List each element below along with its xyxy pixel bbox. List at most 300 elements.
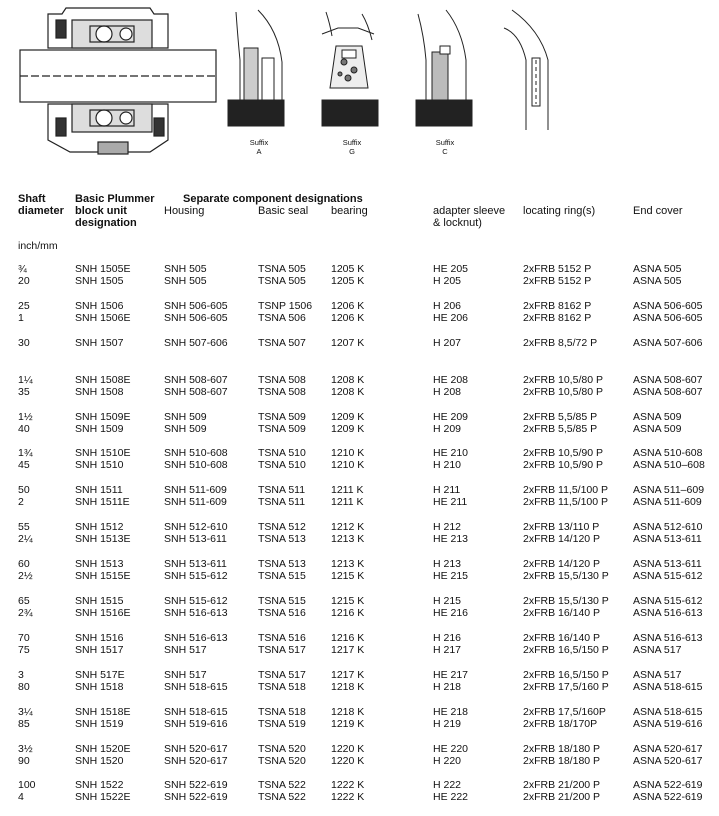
- cell-line: 2xFRB 8,5/72 P: [523, 336, 598, 349]
- cell-ring: [523, 743, 600, 767]
- cell-line: 3½: [18, 742, 33, 755]
- cell-line: H 207: [433, 336, 462, 349]
- cell-line: SNH 517E: [75, 668, 125, 681]
- cell-line: TSNA 513: [258, 533, 306, 546]
- cell-line: 3: [18, 668, 24, 681]
- cell-shaft: [18, 779, 36, 803]
- cell-adapter: [433, 484, 467, 508]
- cell-line: 2xFRB 13/110 P: [523, 521, 600, 534]
- cell-line: H 220: [433, 754, 462, 767]
- cell-unit: [75, 779, 130, 803]
- cell-line: SNH 520-617: [164, 754, 228, 767]
- cell-line: 100: [18, 779, 36, 792]
- cell-line: H 215: [433, 595, 462, 608]
- cell-line: HE 215: [433, 570, 469, 583]
- suffix-letter: G: [349, 147, 355, 156]
- cell-line: 35: [18, 385, 30, 398]
- cell-seal: [258, 706, 306, 730]
- cell-line: H 217: [433, 643, 462, 656]
- cell-line: TSNA 511: [258, 484, 306, 497]
- table-row: [0, 595, 719, 619]
- cell-line: SNH 508-607: [164, 385, 228, 398]
- table-row: [0, 337, 719, 361]
- cell-line: 1213 K: [331, 533, 365, 546]
- cell-seal: [258, 669, 306, 693]
- cell-line: TSNA 517: [258, 643, 306, 656]
- cell-line: 25: [18, 299, 30, 312]
- suffix-label-a: [239, 138, 279, 156]
- cell-line: TSNA 512: [258, 521, 306, 534]
- cell-unit: [75, 411, 130, 435]
- cell-line: SNH 512-610: [164, 521, 228, 534]
- cell-line: SNH 1520: [75, 754, 124, 767]
- cell-line: 50: [18, 484, 30, 497]
- table-row: [0, 484, 719, 508]
- cell-line: ASNA 509: [633, 410, 682, 423]
- header-cover: End cover: [633, 205, 683, 217]
- cell-line: 2xFRB 18/180 P: [523, 742, 601, 755]
- cell-line: ASNA 515-612: [633, 595, 703, 608]
- cell-line: 2xFRB 14/120 P: [523, 558, 601, 571]
- cell-line: HE 210: [433, 447, 469, 460]
- table-row: [0, 558, 719, 582]
- cell-line: 2xFRB 21/200 P: [523, 791, 601, 804]
- cell-seal: [258, 558, 306, 582]
- cell-line: ASNA 522-619: [633, 779, 703, 792]
- cell-line: H 218: [433, 680, 462, 693]
- cell-unit: [75, 447, 130, 471]
- cell-line: SNH 1510E: [75, 447, 131, 460]
- cell-line: TSNA 506: [258, 311, 306, 324]
- designation-table: [0, 263, 719, 816]
- cell-line: SNH 1520E: [75, 742, 131, 755]
- cell-line: 20: [18, 275, 30, 287]
- cell-unit: [75, 595, 130, 619]
- cell-line: 1: [18, 311, 24, 324]
- cell-line: 1216 K: [331, 631, 365, 644]
- cell-line: 1222 K: [331, 791, 365, 804]
- cell-line: ASNA 519-616: [633, 717, 703, 730]
- cell-line: SNH 1505E: [75, 263, 131, 275]
- cell-adapter: [433, 632, 461, 656]
- cell-line: 2xFRB 16,5/150 P: [523, 643, 609, 656]
- cell-line: SNH 1518: [75, 680, 124, 693]
- cell-ring: [523, 374, 603, 398]
- cell-line: TSNA 509: [258, 422, 306, 435]
- cell-line: TSNA 519: [258, 717, 306, 730]
- cell-ring: [523, 263, 591, 287]
- header-shaft: [18, 193, 64, 217]
- cell-line: 1217 K: [331, 643, 365, 656]
- cell-line: SNH 1516: [75, 631, 124, 644]
- cell-line: SNH 1513: [75, 558, 124, 571]
- cell-line: SNH 506-605: [164, 311, 228, 324]
- cell-shaft: [18, 447, 33, 471]
- cell-line: ASNA 508-607: [633, 373, 703, 386]
- table-row: [0, 263, 719, 287]
- cell-line: 1¼: [18, 373, 33, 386]
- cell-line: SNH 1507: [75, 336, 124, 349]
- cell-line: SNH 1519: [75, 717, 124, 730]
- table-row: [0, 411, 719, 435]
- suffix-letter: C: [442, 147, 448, 156]
- table-row: [0, 447, 719, 471]
- cell-unit: [75, 558, 130, 582]
- cell-line: 1209 K: [331, 422, 365, 435]
- cell-line: SNH 505: [164, 275, 207, 287]
- cell-cover: [633, 337, 702, 349]
- cell-line: ASNA 517: [633, 643, 682, 656]
- cell-line: ASNA 510–608: [633, 459, 705, 472]
- suffix-label-g: [332, 138, 372, 156]
- cell-line: TSNA 505: [258, 275, 306, 287]
- units-label: inch/mm: [18, 240, 58, 252]
- cell-line: 1207 K: [331, 336, 365, 349]
- cell-adapter: [433, 521, 468, 545]
- cell-cover: [633, 374, 702, 398]
- header-adapter-line: adapter sleeve: [433, 205, 506, 217]
- cell-line: TSNA 510: [258, 459, 306, 472]
- cell-line: 2xFRB 17,5/160P: [523, 705, 606, 718]
- cell-housing: [164, 484, 227, 508]
- cell-line: SNH 1512: [75, 521, 124, 534]
- header-basic-line: Basic Plummer: [75, 193, 155, 205]
- cell-line: SNH 1510: [75, 459, 124, 472]
- cell-ring: [523, 337, 597, 349]
- cell-unit: [75, 374, 130, 398]
- cell-line: TSNA 513: [258, 558, 306, 571]
- cell-housing: [164, 374, 228, 398]
- cell-seal: [258, 337, 306, 349]
- cell-line: SNH 1518E: [75, 705, 131, 718]
- cell-line: 1218 K: [331, 680, 365, 693]
- cell-line: ASNA 505: [633, 275, 682, 287]
- cell-line: 90: [18, 754, 30, 767]
- cell-line: 1215 K: [331, 595, 365, 608]
- cell-ring: [523, 411, 597, 435]
- cell-adapter: [433, 669, 468, 693]
- cell-line: SNH 1505: [75, 275, 124, 287]
- cell-unit: [75, 484, 130, 508]
- cell-adapter: [433, 337, 461, 349]
- cell-line: TSNA 517: [258, 668, 306, 681]
- cell-line: TSNA 516: [258, 631, 306, 644]
- cell-seal: [258, 595, 306, 619]
- cell-seal: [258, 447, 306, 471]
- table-row: [0, 779, 719, 803]
- cell-ring: [523, 521, 600, 545]
- cell-line: SNH 1508: [75, 385, 124, 398]
- cell-seal: [258, 521, 306, 545]
- cell-line: ASNA 511-609: [633, 496, 702, 509]
- cell-ring: [523, 447, 603, 471]
- header-basic-line: block unit: [75, 205, 127, 217]
- cell-line: ASNA 505: [633, 263, 682, 275]
- cell-line: 2xFRB 5152 P: [523, 275, 592, 287]
- cell-line: ASNA 511–609: [633, 484, 705, 497]
- cell-ring: [523, 669, 609, 693]
- cell-line: HE 209: [433, 410, 469, 423]
- header-basic-line: designation: [75, 217, 137, 229]
- cell-line: 1215 K: [331, 570, 365, 583]
- cell-line: 1218 K: [331, 705, 365, 718]
- cell-line: HE 208: [433, 373, 469, 386]
- cell-line: SNH 510-608: [164, 447, 228, 460]
- cell-line: 1208 K: [331, 385, 365, 398]
- cell-line: SNH 507-606: [164, 336, 228, 349]
- cell-line: H 213: [433, 558, 462, 571]
- cell-adapter: [433, 300, 468, 324]
- cell-housing: [164, 447, 228, 471]
- cell-line: ASNA 517: [633, 668, 682, 681]
- cell-line: 70: [18, 631, 30, 644]
- cell-shaft: [18, 632, 30, 656]
- cell-line: H 212: [433, 521, 462, 534]
- cell-adapter: [433, 558, 468, 582]
- cell-bearing: [331, 337, 364, 349]
- cell-line: 2xFRB 16/140 P: [523, 631, 601, 644]
- cell-seal: [258, 743, 306, 767]
- table-row: [0, 743, 719, 767]
- header-basic: [75, 193, 154, 229]
- cell-cover: [633, 595, 702, 619]
- cell-line: HE 218: [433, 705, 469, 718]
- cell-unit: [75, 521, 130, 545]
- cell-line: ASNA 507-606: [633, 336, 703, 349]
- cell-adapter: [433, 743, 468, 767]
- cell-line: 55: [18, 521, 30, 534]
- header-seal: Basic seal: [258, 205, 309, 217]
- cell-bearing: [331, 263, 364, 287]
- cell-line: ASNA 512-610: [633, 521, 703, 534]
- cell-line: 85: [18, 717, 30, 730]
- cell-line: SNH 519-616: [164, 717, 228, 730]
- cell-housing: [164, 743, 228, 767]
- cell-bearing: [331, 743, 364, 767]
- cell-line: H 211: [433, 484, 461, 497]
- cell-line: 2xFRB 5,5/85 P: [523, 410, 598, 423]
- cell-line: SNH 1516E: [75, 607, 131, 620]
- cell-shaft: [18, 706, 33, 730]
- cell-line: ASNA 520-617: [633, 742, 703, 755]
- cell-line: ASNA 516-613: [633, 607, 703, 620]
- cell-line: 2xFRB 15,5/130 P: [523, 570, 609, 583]
- cell-adapter: [433, 779, 468, 803]
- cell-line: TSNA 522: [258, 779, 306, 792]
- cell-line: 1206 K: [331, 299, 365, 312]
- cell-line: SNH 522-619: [164, 779, 228, 792]
- cell-line: H 210: [433, 459, 462, 472]
- cell-line: 2¼: [18, 533, 33, 546]
- cell-adapter: [433, 263, 468, 287]
- cell-line: SNH 1515: [75, 595, 124, 608]
- cell-line: 80: [18, 680, 30, 693]
- cell-housing: [164, 595, 228, 619]
- cell-cover: [633, 521, 702, 545]
- cell-line: SNH 518-615: [164, 705, 228, 718]
- cell-line: H 216: [433, 631, 462, 644]
- cell-line: TSNA 518: [258, 705, 306, 718]
- table-row: [0, 632, 719, 656]
- header-bearing: bearing: [331, 205, 368, 217]
- cell-housing: [164, 521, 228, 545]
- cell-line: 1222 K: [331, 779, 365, 792]
- cell-line: 4: [18, 791, 24, 804]
- suffix-word: Suffix: [342, 138, 362, 147]
- seal-drawing-g: [322, 12, 378, 126]
- cell-bearing: [331, 300, 364, 324]
- cell-line: 1217 K: [331, 668, 365, 681]
- cell-line: 1¾: [18, 447, 33, 460]
- cell-line: 1211 K: [331, 484, 364, 497]
- cell-unit: [75, 632, 123, 656]
- cell-line: 2xFRB 8162 P: [523, 299, 592, 312]
- header-housing: Housing: [164, 205, 205, 217]
- cell-shaft: [18, 558, 33, 582]
- header-ring: locating ring(s): [523, 205, 596, 217]
- cell-line: 2xFRB 18/180 P: [523, 754, 601, 767]
- cell-line: TSNA 509: [258, 410, 306, 423]
- header-shaft-line: diameter: [18, 205, 64, 217]
- cell-bearing: [331, 411, 364, 435]
- cell-line: 2: [18, 496, 24, 509]
- cell-line: 1210 K: [331, 447, 365, 460]
- cell-bearing: [331, 521, 364, 545]
- cell-line: 1220 K: [331, 754, 365, 767]
- cell-line: SNH 509: [164, 410, 207, 423]
- cell-cover: [633, 706, 702, 730]
- table-row: [0, 521, 719, 545]
- cell-cover: [633, 669, 702, 693]
- cell-line: 2xFRB 16,5/150 P: [523, 668, 609, 681]
- cell-line: SNH 1509E: [75, 410, 131, 423]
- cell-line: SNH 515-612: [164, 570, 228, 583]
- cell-line: 2xFRB 21/200 P: [523, 779, 601, 792]
- cell-line: TSNA 518: [258, 680, 306, 693]
- header-separate: Separate component designations: [183, 193, 363, 205]
- cell-line: SNH 1517: [75, 643, 124, 656]
- seal-drawing-c: [416, 10, 472, 126]
- cell-line: 45: [18, 459, 30, 472]
- cell-line: HE 213: [433, 533, 469, 546]
- cell-line: SNH 1506: [75, 299, 124, 312]
- cell-housing: [164, 779, 228, 803]
- cell-line: H 206: [433, 299, 462, 312]
- cell-line: 2xFRB 14/120 P: [523, 533, 601, 546]
- cell-line: TSNA 505: [258, 263, 306, 275]
- cell-line: 3¼: [18, 705, 33, 718]
- cell-seal: [258, 484, 305, 508]
- cell-line: SNH 505: [164, 263, 207, 275]
- cell-bearing: [331, 669, 364, 693]
- cell-line: ASNA 506-605: [633, 299, 703, 312]
- cell-ring: [523, 632, 609, 656]
- table-row: [0, 300, 719, 324]
- cell-shaft: [18, 263, 30, 287]
- cell-adapter: [433, 706, 468, 730]
- cell-unit: [75, 669, 125, 693]
- cell-unit: [75, 300, 130, 324]
- cell-line: 2xFRB 5,5/85 P: [523, 422, 598, 435]
- cell-line: TSNA 520: [258, 742, 306, 755]
- cell-line: 2xFRB 16/140 P: [523, 607, 601, 620]
- cell-seal: [258, 411, 306, 435]
- cell-line: SNH 1522E: [75, 791, 131, 804]
- cell-line: 1205 K: [331, 263, 365, 275]
- cell-seal: [258, 779, 306, 803]
- cell-housing: [164, 337, 228, 349]
- cell-line: ASNA 518-615: [633, 705, 703, 718]
- suffix-label-c: [425, 138, 465, 156]
- cell-bearing: [331, 706, 364, 730]
- cell-line: 2xFRB 10,5/80 P: [523, 385, 603, 398]
- cell-ring: [523, 484, 608, 508]
- cell-housing: [164, 263, 207, 287]
- cell-shaft: [18, 743, 33, 767]
- cell-line: SNH 516-613: [164, 607, 228, 620]
- cell-line: 1½: [18, 410, 33, 423]
- cell-line: H 222: [433, 779, 462, 792]
- cell-unit: [75, 263, 130, 287]
- cell-line: 2xFRB 11,5/100 P: [523, 496, 609, 509]
- cell-bearing: [331, 374, 364, 398]
- cell-line: SNH 1513E: [75, 533, 131, 546]
- cell-bearing: [331, 595, 364, 619]
- cell-line: H 208: [433, 385, 462, 398]
- cell-line: ASNA 513-611: [633, 558, 702, 571]
- cell-line: 40: [18, 422, 30, 435]
- cell-line: TSNA 511: [258, 496, 306, 509]
- cell-line: SNH 511-609: [164, 484, 227, 497]
- cell-housing: [164, 632, 228, 656]
- cell-line: 2xFRB 10,5/80 P: [523, 373, 603, 386]
- cell-line: SNH 513-611: [164, 533, 227, 546]
- cell-line: TSNA 507: [258, 336, 306, 349]
- cell-line: 75: [18, 643, 30, 656]
- table-row: [0, 669, 719, 693]
- cell-line: ASNA 506-605: [633, 311, 703, 324]
- cell-line: HE 206: [433, 311, 469, 324]
- cell-line: ASNA 518-615: [633, 680, 703, 693]
- cell-line: 1212 K: [331, 521, 365, 534]
- table-row: [0, 706, 719, 730]
- cell-line: 1211 K: [331, 496, 364, 509]
- cell-cover: [633, 484, 704, 508]
- cell-seal: [258, 263, 306, 287]
- cell-line: TSNP 1506: [258, 299, 313, 312]
- header-adapter-line: & locknut): [433, 217, 482, 229]
- cell-shaft: [18, 411, 33, 435]
- cell-cover: [633, 558, 702, 582]
- cell-line: TSNA 516: [258, 607, 306, 620]
- cell-line: SNH 1509: [75, 422, 124, 435]
- cell-line: 1206 K: [331, 311, 365, 324]
- cell-cover: [633, 411, 681, 435]
- cell-line: TSNA 508: [258, 385, 306, 398]
- cell-housing: [164, 300, 228, 324]
- cell-line: SNH 513-611: [164, 558, 227, 571]
- cell-shaft: [18, 337, 30, 349]
- cell-line: 2xFRB 18/170P: [523, 717, 598, 730]
- header-adapter: [433, 205, 505, 229]
- cell-line: SNH 518-615: [164, 680, 228, 693]
- cell-line: ¾: [18, 263, 27, 275]
- cell-line: HE 220: [433, 742, 469, 755]
- suffix-word: Suffix: [249, 138, 269, 147]
- cell-line: 65: [18, 595, 30, 608]
- cell-line: SNH 1522: [75, 779, 124, 792]
- cell-bearing: [331, 484, 364, 508]
